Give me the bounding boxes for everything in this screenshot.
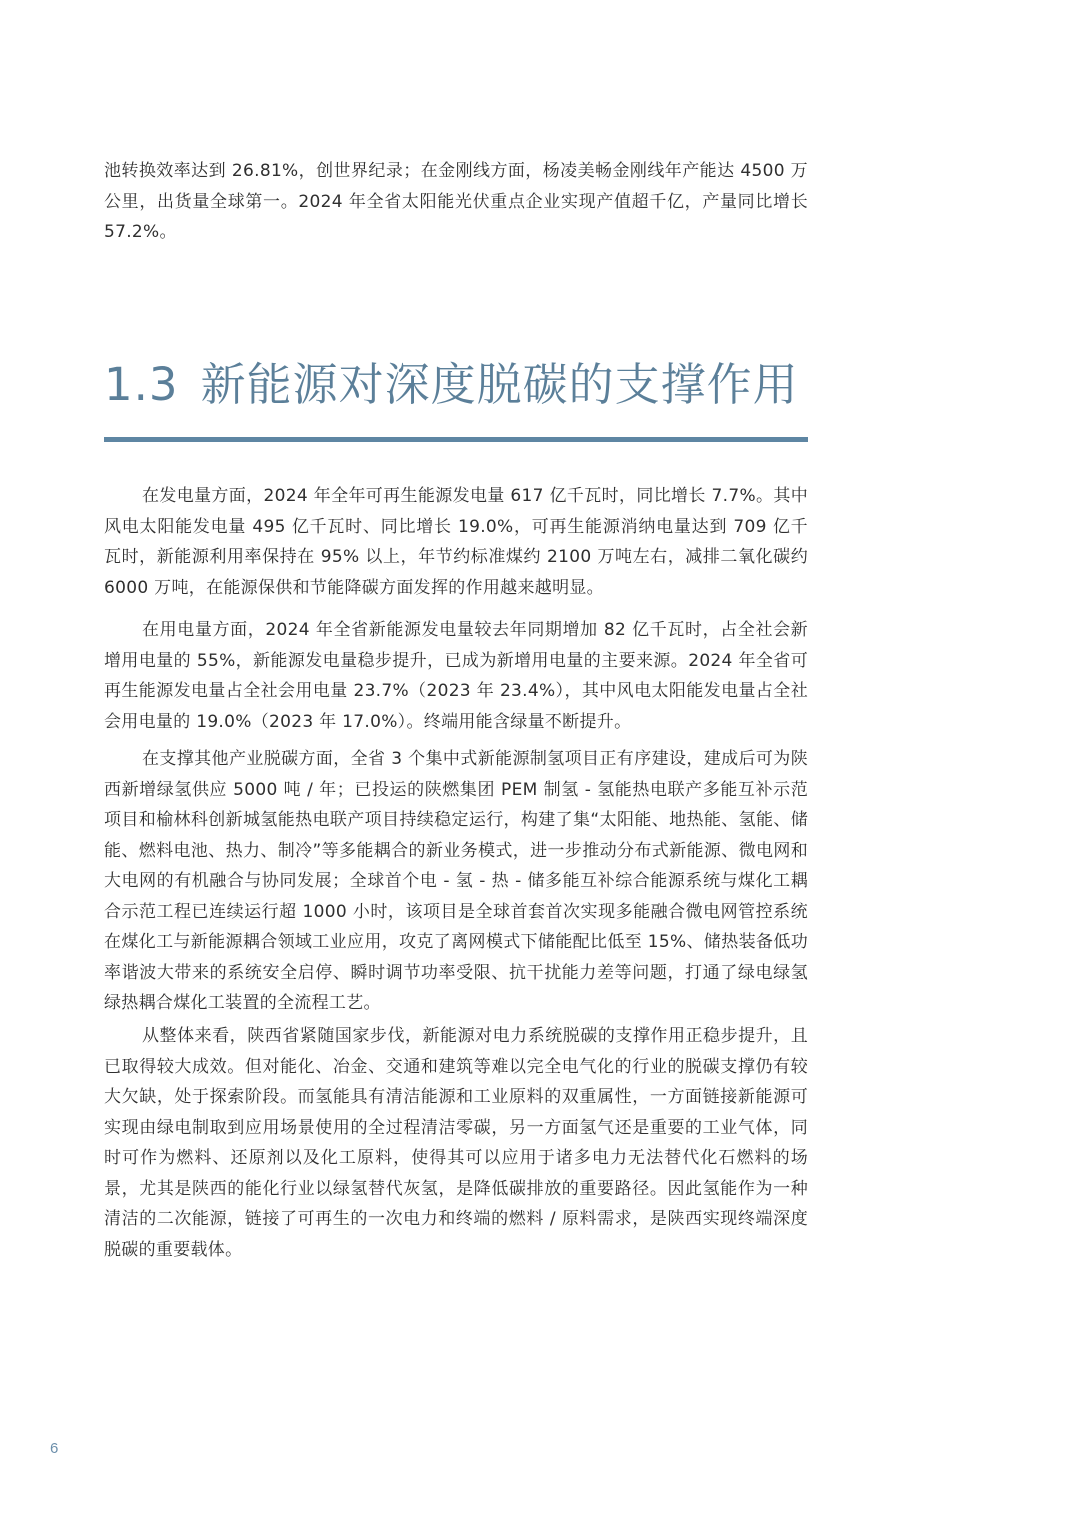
section-heading	[104, 350, 824, 420]
paragraph-power-generation: 在发电量方面，2024 年全年可再生能源发电量 617 亿千瓦时，同比增长 7.7%。其中风电太阳能发电量 495 亿千瓦时、同比增长 19.0%，可再生能源消纳电量达到 709 亿千瓦时，新能源利用率保持在 95% 以上，年节约标准煤约 2100 万吨左右，减排二氧化碳约 6000 万吨，在能源保供和节能降碳方面发挥的作用越来越明显。	[104, 486, 808, 598]
section-title: 新能源对深度脱碳的支撑作用	[200, 358, 799, 411]
section-number: 1.3	[104, 358, 179, 411]
page-number: 6	[50, 1440, 59, 1457]
paragraph-power-consumption: 在用电量方面，2024 年全省新能源发电量较去年同期增加 82 亿千瓦时，占全社会新增用电量的 55%，新能源发电量稳步提升，已成为新增用电量的主要来源。2024 年全省可再生能源发电量占全社会用电量 23.7%（2023 年 23.4%），其中风电太阳能发电量占全社会用电量的 19.0%（2023 年 17.0%）。终端用能含绿量不断提升。	[104, 620, 808, 732]
intro-paragraph: 池转换效率达到 26.81%，创世界纪录；在金刚线方面，杨凌美畅金刚线年产能达 4500 万公里，出货量全球第一。2024 年全省太阳能光伏重点企业实现产值超千亿，产量同比增长 57.2%。	[104, 161, 808, 242]
paragraph-industry-decarbonization: 在支撑其他产业脱碳方面，全省 3 个集中式新能源制氢项目正有序建设，建成后可为陕西新增绿氢供应 5000 吨 / 年；已投运的陕燃集团 PEM 制氢 - 氢能热电联产多能互补示范项目和榆林科创新城氢能热电联产项目持续稳定运行，构建了集“太阳能、地热能、氢能、储能、燃料电池、热力、制冷”等多能耦合的新业务模式，进一步推动分布式新能源、微电网和大电网的有机融合与协同发展；全球首个电 - 氢 - 热 - 储多能互补综合能源系统与煤化工耦合示范工程已连续运行超 1000 小时，该项目是全球首套首次实现多能融合微电网管控系统在煤化工与新能源耦合领域工业应用，攻克了离网模式下储能配比低至 15%、储热装备低功率谐波大带来的系统安全启停、瞬时调节功率受限、抗干扰能力差等问题，打通了绿电绿氢绿热耦合煤化工装置的全流程工艺。	[104, 749, 808, 1013]
heading-underline	[104, 437, 808, 442]
paragraph-overall-summary: 从整体来看，陕西省紧随国家步伐，新能源对电力系统脱碳的支撑作用正稳步提升，且已取得较大成效。但对能化、冶金、交通和建筑等难以完全电气化的行业的脱碳支撑仍有较大欠缺，处于探索阶段。而氢能具有清洁能源和工业原料的双重属性，一方面链接新能源可实现由绿电制取到应用场景使用的全过程清洁零碳，另一方面氢气还是重要的工业气体，同时可作为燃料、还原剂以及化工原料，使得其可以应用于诸多电力无法替代化石燃料的场景，尤其是陕西的能化行业以绿氢替代灰氢，是降低碳排放的重要路径。因此氢能作为一种清洁的二次能源，链接了可再生的一次电力和终端的燃料 / 原料需求，是陕西实现终端深度脱碳的重要载体。	[104, 1026, 808, 1260]
